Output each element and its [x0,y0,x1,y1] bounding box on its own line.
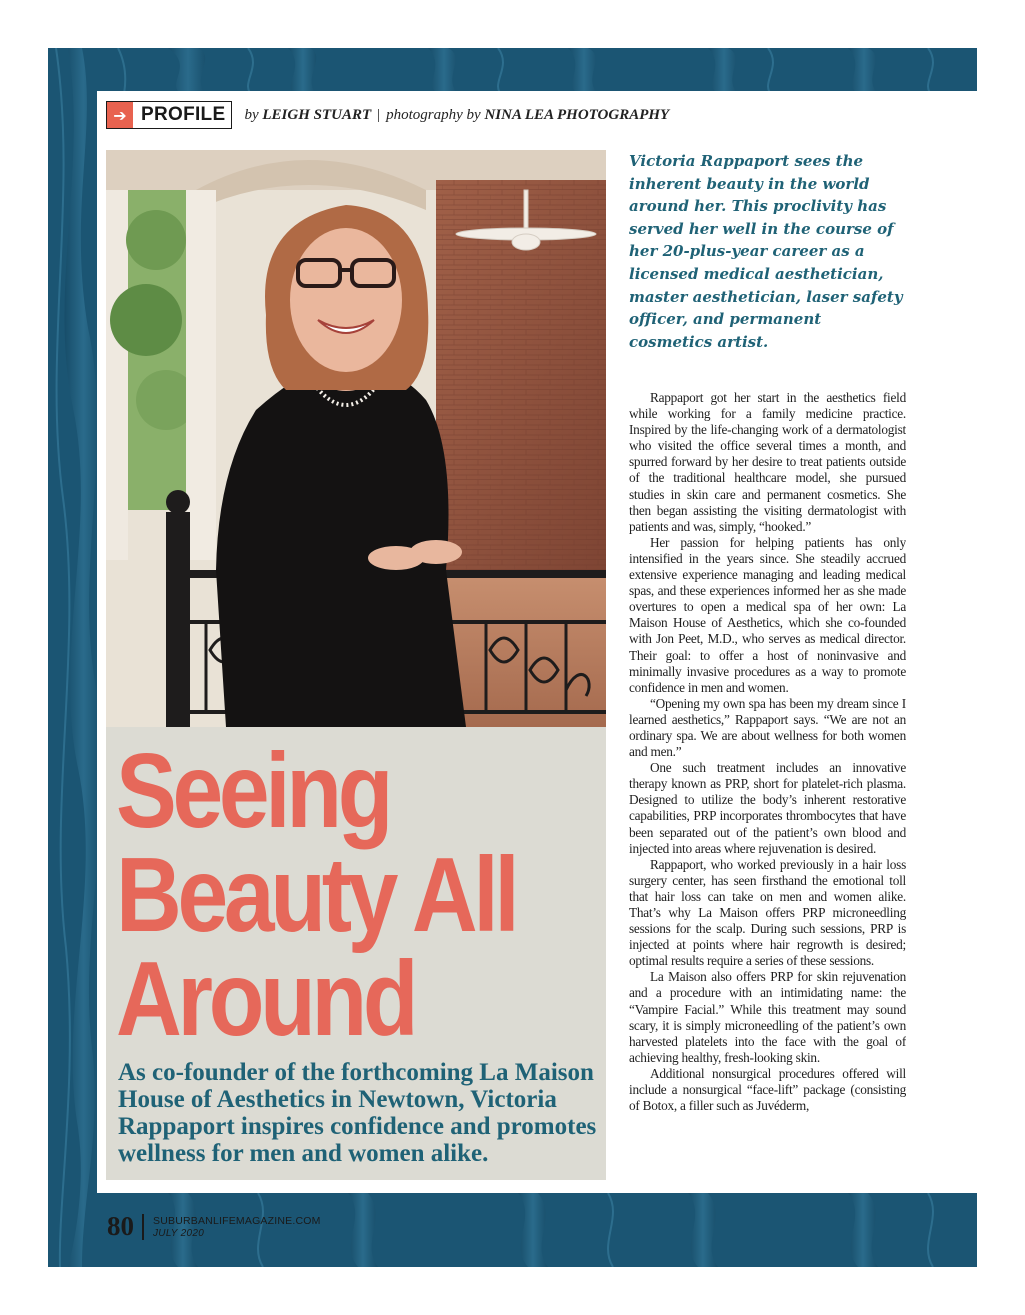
title-block [106,727,606,1180]
body-paragraph: Rappaport got her start in the aesthetics field while working for a family medicine practice. Inspired by the life-changing work of a dermatologist who visited the office several times a month, and spurred forward by her desire to treat patients outside of the traditional healthcare model, she pursued studies in skin care and permanent cosmetics. She then began assisting the visiting dermatologist with patients and was, simply, “hooked.” [629,390,906,534]
body-paragraph: Her passion for helping patients has only intensified in the years since. She steadily accrued extensive experience managing and leading medical spas, and these experiences informed her as she made overtures to open a medical spa of her own: La Maison House of Aesthetics, which she co-founded with Jon Peet, M.D., who serves as medical director. Their goal: to offer a host of noninvasive and minimally invasive procedures as a way to promote confidence in men and women. [629,534,906,695]
section-tag [106,101,232,129]
headline-line: Seeing [116,732,390,850]
author-name: LEIGH STUART [262,106,372,123]
headline-line: Beauty All [116,836,516,954]
headline-line: Around [116,940,415,1058]
body-paragraph: La Maison also offers PRP for skin rejuvenation and a procedure with an intimidating name: the “Vampire Facial.” While this treatment may sound scary, it is simply microneedling of the patient’s own harvested platelets into the face with the goal of achieving healthy, fresh-looking skin. [629,969,906,1065]
portrait-photo [106,150,606,727]
page-footer [107,1211,321,1242]
body-paragraph: Additional nonsurgical procedures offered will include a nonsurgical “face-lift” package (consisting of Botox, a filler such as Juvéderm, [629,1065,906,1114]
issue-date: JULY 2020 [153,1227,205,1239]
deck-summary: As co-founder of the forthcoming La Maison House of Aesthetics in Newtown, Victoria Rappaport inspires confidence and promotes wellness for men and women alike. [118,1059,597,1167]
page-number: 80 [107,1211,134,1241]
footer-divider [142,1214,144,1240]
website-url: SUBURBANLIFEMAGAZINE.COM [153,1214,321,1227]
body-paragraph: One such treatment includes an innovative therapy known as PRP, short for platelet-rich plasma. Designed to utilize the body’s inherent restorative capabilities, PRP incorporates thrombocytes that have been separated out of the patient’s own blood and injected into areas where rejuvenation is desired. [629,760,906,856]
photo-credit-prefix: photography by [386,106,481,123]
body-paragraph: “Opening my own spa has been my dream since I learned aesthetics,” Rappaport says. “We are not an ordinary spa. We are about wellness for both women and men.” [629,695,906,760]
intro-paragraph: Victoria Rappaport sees the inherent beauty in the world around her. This proclivity has served her well in the course of her 20-plus-year career as a licensed medical aesthetician, master aesthetician, laser safety officer, and permanent cosmetics artist. [629,152,903,351]
footer-info [153,1215,321,1239]
headline [116,732,529,1058]
article-body [629,390,906,1185]
article-header [106,100,669,130]
byline-prefix: by [244,106,259,123]
section-label: PROFILE [141,104,226,125]
byline-divider: | [377,106,381,123]
photographer-name: NINA LEA PHOTOGRAPHY [484,106,670,123]
body-paragraph: Rappaport, who worked previously in a hair loss surgery center, has seen firsthand the emotional toll that hair loss can take on men and women alike. That’s why La Maison offers PRP microneedling sessions for the scalp. During such sessions, PRP is injected at points where hair regrowth is desired; optimal results require a series of these sessions. [629,856,906,969]
arrow-right-icon: ➔ [107,102,133,128]
byline [244,107,669,124]
